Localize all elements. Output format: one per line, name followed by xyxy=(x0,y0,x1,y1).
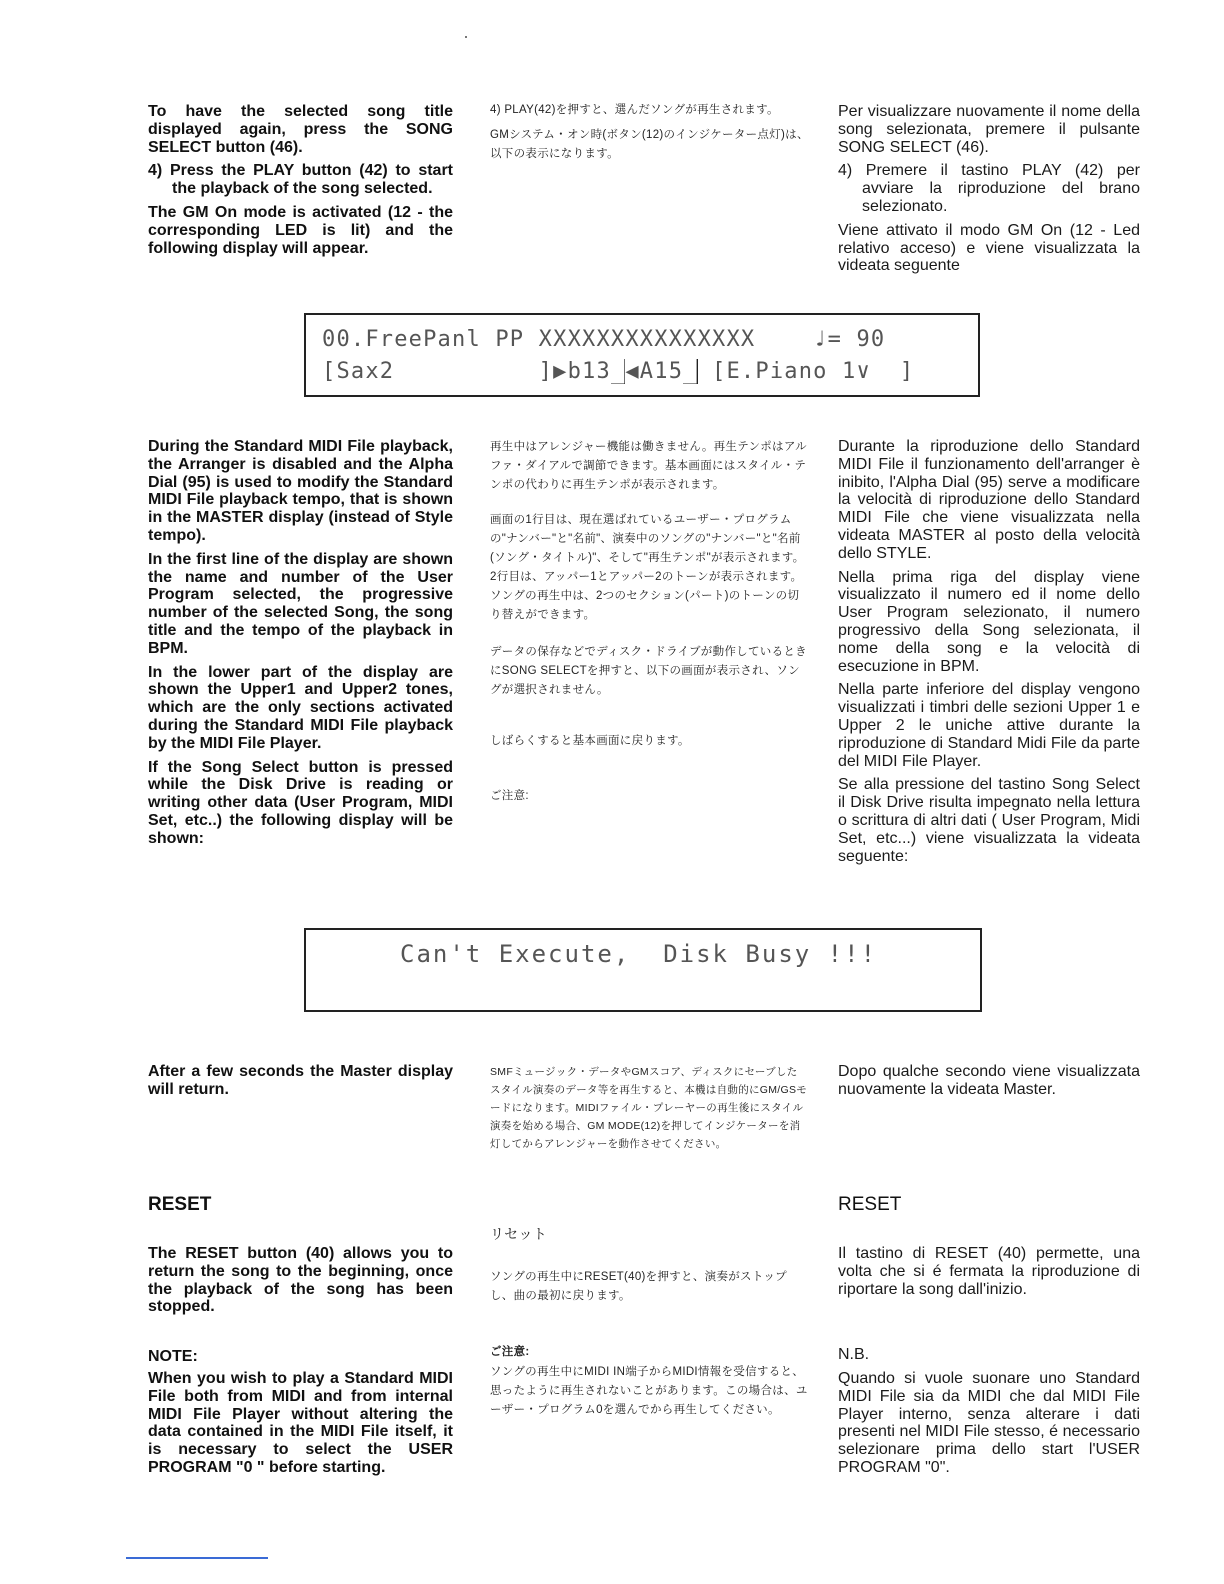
lcd-line-2 xyxy=(322,359,914,384)
lcd-line-2-upper2: ◀A15 xyxy=(625,359,684,384)
lcd-master-display xyxy=(304,313,980,397)
note-text-en: When you wish to play a Standard MIDI File both from MIDI and from internal MIDI File Player without altering the data contained in the MIDI File itself, it is necessary to select the USER PROGRAM "0 " before starting. xyxy=(148,1370,453,1476)
note-heading-jp: ご注意: xyxy=(490,1346,530,1358)
en-paragraph: In the first line of the display are shown the name and number of the User Program selected, the progressive number of the selected Song, the song title and the tempo of the playback in BPM. xyxy=(148,550,453,657)
footer-rule xyxy=(126,1557,268,1559)
en-paragraph: To have the selected song title displayed again, press the SONG SELECT button (46). xyxy=(148,103,453,156)
english-column-return xyxy=(148,1063,453,1105)
jp-paragraph: しばらくすると基本画面に戻ります。 xyxy=(490,735,690,747)
lcd-disk-busy-display xyxy=(304,928,982,1012)
lcd-line-1: 00.FreePanl PP XXXXXXXXXXXXXXX ♩= 90 xyxy=(322,327,886,352)
it-list-text: Premere il tastino PLAY (42) per avviare la riproduzione del brano selezionato. xyxy=(862,162,1140,215)
jp-paragraph: SMFミュージック・データやGMスコア、ディスクにセーブしたスタイル演奏のデータ等を再生すると、本機は自動的にGM/GSモードになります。MIDIファイル・プレーヤーの再生後にスタイル演奏を始める場合、GM MODE(12)を押してインジケーターを消灯してからアレンジャーを動作させてください。 xyxy=(490,1066,808,1150)
it-paragraph: Se alla pressione del tastino Song Select il Disk Drive risulta impegnato nella lettura o scrittura di altri dati ( User Program, Midi Set, etc...) viene visualizzata la videata seguente: xyxy=(838,776,1140,865)
scan-speck xyxy=(465,36,467,38)
it-paragraph: Nella prima riga del display viene visualizzato il numero ed il nome dello User Program selezionato, il numero progressivo della Song selezionata, il nome della song e la velocità di esecuzione in BPM. xyxy=(838,568,1140,675)
en-paragraph: If the Song Select button is pressed while the Disk Drive is reading or writing other data (User Program, MIDI Set, etc..) the following display will be shown: xyxy=(148,758,453,847)
en-paragraph: During the Standard MIDI File playback, the Arranger is disabled and the Alpha Dial (95) is used to modify the Standard MIDI File playback tempo, that is shown in the MASTER display (instead of Style tempo). xyxy=(148,438,453,544)
italian-column-intro xyxy=(838,103,1140,281)
it-paragraph: Viene attivato il modo GM On (12 - Led relativo acceso) e viene visualizzata la videata seguente xyxy=(838,221,1140,275)
lcd-line-2-upper1: [Sax2 ]▶b13 xyxy=(322,359,611,384)
reset-text-it: Il tastino di RESET (40) permette, una volta che si é fermata la riproduzione di riportare la song dall'inizio. xyxy=(838,1245,1140,1298)
jp-paragraph: データの保存などでディスク・ドライブが動作しているときにSONG SELECTを押すと、以下の画面が表示され、ソングが選択されません。 xyxy=(490,646,807,696)
reset-heading-jp: リセット xyxy=(490,1226,548,1242)
jp-paragraph: GMシステム・オン時(ボタン(12)のインジケーター点灯)は、以下の表示になります。 xyxy=(490,129,809,160)
jp-note-label: ご注意: xyxy=(490,790,529,802)
lcd-cursor-block: █ xyxy=(610,359,626,384)
lcd-line-2-tone: [E.Piano 1∨ ] xyxy=(697,359,915,384)
jp-paragraph: 4) PLAY(42)を押すと、選んだソングが再生されます。 xyxy=(490,104,779,116)
it-paragraph: Dopo qualche secondo viene visualizzata nuovamente la videata Master. xyxy=(838,1063,1140,1098)
jp-paragraph: 再生中はアレンジャー機能は働きません。再生テンポはアルファ・ダイアルで調節できます。基本画面にはスタイル・テンポの代わりに再生テンポが表示されます。 xyxy=(490,441,807,491)
en-paragraph: The GM On mode is activated (12 - the corresponding LED is lit) and the following display will appear. xyxy=(148,203,453,257)
japanese-column-intro xyxy=(490,101,810,170)
list-number: 4) xyxy=(148,162,163,180)
lcd-message: Can't Execute, Disk Busy !!! xyxy=(400,940,878,968)
en-paragraph: In the lower part of the display are shown the Upper1 and Upper2 tones, which are the only sections activated during the Standard MIDI File playback by the MIDI File Player. xyxy=(148,663,453,752)
list-number: 4) xyxy=(838,162,853,180)
reset-heading-it: RESET xyxy=(838,1194,902,1215)
it-paragraph: Durante la riproduzione dello Standard MIDI File il funzionamento dell'arranger è inibito, l'Alpha Dial (95) serve a modificare la velocità di riproduzione dello Standard MIDI File che viene visualizzata nella videata MASTER al posto della velocità dello STYLE. xyxy=(838,438,1140,562)
it-paragraph: Per visualizzare nuovamente il nome della song selezionata, premere il pulsante SONG SELECT (46). xyxy=(838,103,1140,156)
lcd-cursor-block: █ xyxy=(683,359,698,384)
jp-paragraph: 画面の1行目は、現在選ばれているユーザー・プログラムの"ナンバー"と"名前"、演奏中のソングの"ナンバー"と"名前(ソング・タイトル)"、そして"再生テンポ"が表示されます。 xyxy=(490,514,805,564)
reset-text-jp: ソングの再生中にRESET(40)を押すと、演奏がストップし、曲の最初に戻ります。 xyxy=(490,1271,787,1302)
en-list-item xyxy=(148,162,453,198)
it-paragraph: Nella parte inferiore del display vengono visualizzati i timbri delle sezioni Upper 1 e Upper 2 le uniche attive durante la riproduzione di Standard Midi File da parte del MIDI File Player. xyxy=(838,681,1140,770)
en-list-text: Press the PLAY button (42) to start the playback of the song selected. xyxy=(170,162,453,198)
japanese-column-return xyxy=(490,1063,808,1159)
note-heading-it: N.B. xyxy=(838,1346,870,1363)
english-column-intro xyxy=(148,103,453,263)
jp-paragraph: 2行目は、アッパー1とアッパー2のトーンが表示されます。ソングの再生中は、2つのセクション(パート)のトーンの切り替えができます。 xyxy=(490,571,803,621)
reset-heading-en: RESET xyxy=(148,1194,212,1215)
italian-column-playback xyxy=(838,438,1140,871)
english-column-playback xyxy=(148,438,453,854)
en-paragraph: After a few seconds the Master display will return. xyxy=(148,1063,453,1098)
note-heading-en: NOTE: xyxy=(148,1348,198,1365)
italian-column-return xyxy=(838,1063,1140,1105)
japanese-column-playback xyxy=(490,438,810,812)
it-list-item xyxy=(838,162,1140,215)
note-text-it: Quando si vuole suonare uno Standard MIDI File sia da MIDI che dal MIDI File Player interno, senza alterare i dati presenti nel MIDI File stesso, é necessario selezionare prima dello start l'USER PROGRAM "0". xyxy=(838,1370,1140,1476)
reset-text-en: The RESET button (40) allows you to return the song to the beginning, once the playback of the song has been stopped. xyxy=(148,1245,453,1316)
note-text-jp: ソングの再生中にMIDI IN端子からMIDI情報を受信すると、思ったように再生されないことがあります。この場合は、ユーザー・プログラム0を選んでから再生してください。 xyxy=(490,1366,808,1416)
